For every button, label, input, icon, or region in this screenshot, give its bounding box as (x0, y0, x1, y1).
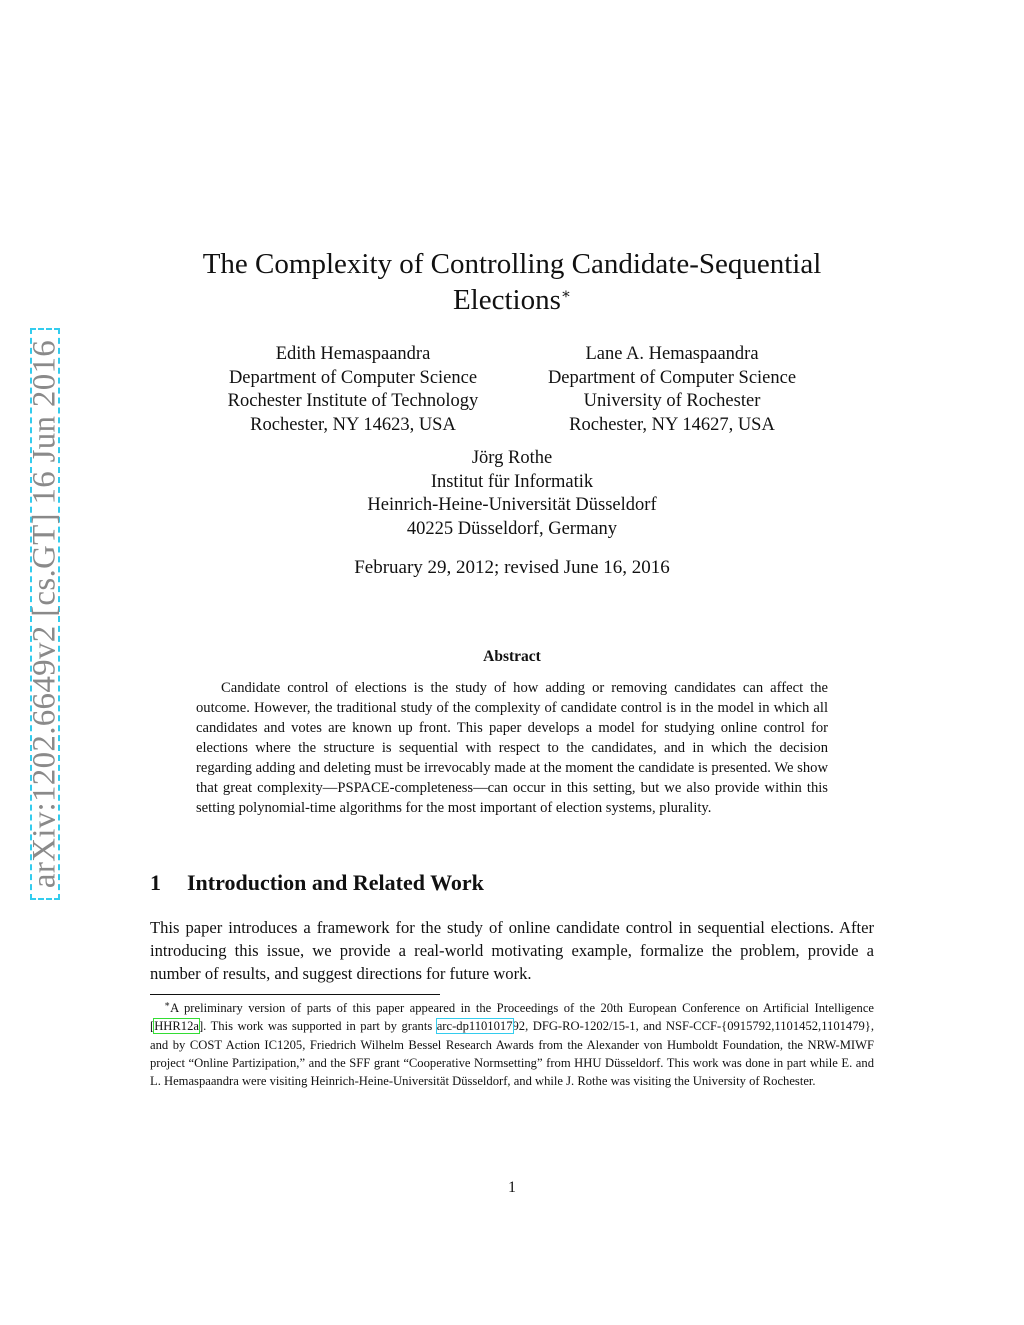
footnote-part2: ]. This work was supported in part by grants (198, 1019, 437, 1034)
author-department: Institut für Informatik (430, 471, 594, 492)
abstract-text: Candidate control of elections is the study of how adding or removing candidates can affect the outcome. However, the traditional study of the complexity of candidate control is in the model in which all candidates and votes are known up front. This paper develops a model for studying online control for elections where the structure is sequential with respect to the candidates, and in which the decision regarding adding and deleting must be irrevocably made at the moment the candidate is presented. We show that great complexity—PSPACE-completeness—can occur in this setting, but we also provide within this setting polynomial-time algorithms for the most important of election systems, plurality. (196, 680, 828, 816)
footnote (150, 999, 874, 1090)
author-edith (203, 343, 503, 437)
abstract-body (196, 678, 828, 818)
author-jorg (312, 447, 712, 541)
paper-title-line2-text: Elections (452, 284, 561, 316)
section-heading (150, 870, 484, 896)
author-institution: University of Rochester (583, 391, 761, 411)
citation-link-hhr12a[interactable]: HHR12a (154, 1019, 199, 1034)
page-number: 1 (508, 1179, 516, 1196)
section-title: Introduction and Related Work (187, 870, 484, 895)
paper-title (150, 246, 874, 318)
author-institution: Rochester Institute of Technology (227, 391, 479, 411)
footnote-part3: 92, DFG-RO-1202/15-1, and NSF-CCF-{0915792,1101452,1101479}, and by COST Action IC1205, Friedrich Wilhelm Bessel Research Awards from the Alexander von Humboldt Foundation, the NRW-MIWF project “Online Partizipation,” and the SFF grant “Cooperative Normsetting” from HHU Düsseldorf. This work was done in part while E. and L. Hemaspaandra were visiting Heinrich-Heine-Universität Düsseldorf, and while J. Rothe was visiting the University of Rochester. (150, 1019, 874, 1089)
author-name: Jörg Rothe (471, 448, 553, 468)
author-name: Edith Hemaspaandra (275, 344, 431, 364)
paper-date: February 29, 2012; revised June 16, 2016 (354, 557, 670, 578)
arxiv-stamp[interactable] (26, 328, 63, 900)
intro-paragraph (150, 916, 874, 985)
paper-title-line1: The Complexity of Controlling Candidate-Sequential (202, 248, 822, 280)
abstract-heading: Abstract (483, 648, 541, 665)
footnote-rule (150, 994, 440, 995)
author-address: Rochester, NY 14623, USA (250, 414, 456, 435)
intro-text: This paper introduces a framework for the study of online candidate control in sequential elections. After introducing this issue, we provide a real-world motivating example, formalize the problem, provide a number of results, and suggest directions for future work. (150, 918, 874, 983)
author-name: Lane A. Hemaspaandra (585, 344, 759, 364)
section-number: 1 (150, 870, 161, 895)
author-lane (522, 343, 822, 437)
title-footnote-mark[interactable]: ∗ (560, 286, 572, 303)
author-department: Department of Computer Science (547, 367, 797, 388)
footnote-mark: ∗ (164, 998, 171, 1009)
author-address: 40225 Düsseldorf, Germany (406, 518, 618, 539)
grant-link-arc[interactable]: arc-dp1101017 (436, 1019, 513, 1034)
footnote-part1: A preliminary version of parts of this paper appeared in the Proceedings of the 20th European Conference on Artificial Intelligence [ (150, 1001, 874, 1034)
footnote-text (150, 999, 874, 1090)
paper-title-line2 (150, 282, 874, 318)
author-address: Rochester, NY 14627, USA (569, 414, 775, 435)
author-institution: Heinrich-Heine-Universität Düsseldorf (367, 495, 657, 515)
arxiv-stamp-text: arXiv:1202.6649v2 [cs.GT] 16 Jun 2016 (26, 339, 63, 889)
author-department: Department of Computer Science (228, 367, 478, 388)
